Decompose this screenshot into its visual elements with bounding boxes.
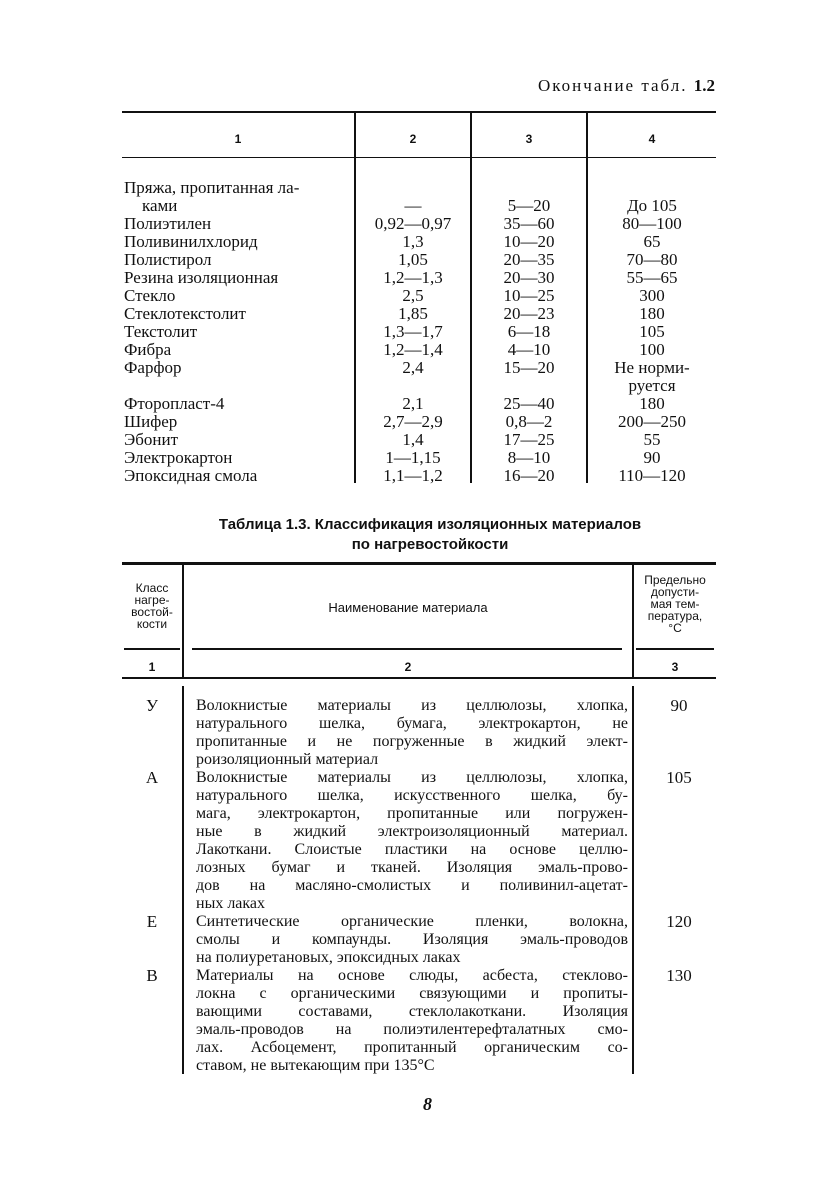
- temp-header-line: °C: [668, 621, 682, 635]
- material-description-line: локна с органическими связующими и пропиты-: [196, 985, 628, 1002]
- material-name: Резина изоляционная: [124, 268, 279, 287]
- strength-value: 6—18: [507, 322, 551, 341]
- continuation-header: [538, 76, 715, 96]
- material-description-line: Лакоткани. Слоистые пластики на основе целлю-: [196, 841, 628, 858]
- material-description-line: вающими составами, стеклолакоткани. Изоляция: [196, 1003, 628, 1020]
- density-value: 1,05: [398, 250, 428, 269]
- strength-value: 10—20: [503, 232, 555, 251]
- material-name: Полистирол: [124, 250, 212, 269]
- density-value: 1,85: [398, 304, 428, 323]
- temperature-value: 65: [643, 232, 661, 251]
- material-description-line: мага, электрокартон, пропитанные или погружен-: [196, 805, 628, 822]
- max-temperature: 105: [666, 768, 692, 787]
- strength-value: 20—35: [503, 250, 555, 269]
- temperature-value: 180: [639, 394, 665, 413]
- temperature-value: 110—120: [618, 466, 686, 485]
- temperature-value: 90: [643, 448, 661, 467]
- temperature-value: 55: [643, 430, 661, 449]
- table2-top-rule: [122, 562, 716, 565]
- temp-header-line: допусти-: [650, 585, 700, 599]
- material-name: Электрокартон: [124, 448, 233, 467]
- strength-value: 5—20: [507, 196, 551, 215]
- page-number: 8: [423, 1094, 432, 1114]
- density-value: 1,2—1,4: [383, 340, 443, 359]
- heat-class: В: [146, 966, 158, 985]
- material-name: Пряжа, пропитанная ла-: [124, 178, 300, 197]
- temperature-value: 200—250: [618, 412, 686, 431]
- table1-col-header: 1: [234, 132, 242, 146]
- max-temperature: 130: [666, 966, 692, 985]
- table2-divider: [182, 686, 184, 1074]
- density-value: 2,7—2,9: [383, 412, 443, 431]
- material-name: Фибра: [124, 340, 172, 359]
- density-value: —: [404, 196, 422, 215]
- temperature-value: 80—100: [622, 214, 682, 233]
- material-name: Стеклотекстолит: [124, 304, 246, 323]
- material-description-line: ных лаках: [196, 895, 266, 912]
- strength-value: 17—25: [503, 430, 555, 449]
- strength-value: 15—20: [503, 358, 555, 377]
- temperature-value: 300: [639, 286, 665, 305]
- material-header: Наименование материала: [328, 600, 488, 615]
- header-rule: [124, 648, 180, 650]
- temp-header-line: мая тем-: [650, 597, 700, 611]
- continuation-label: Окончание табл.: [538, 76, 688, 95]
- density-value: 1,3—1,7: [383, 322, 443, 341]
- material-name: Текстолит: [124, 322, 198, 341]
- temperature-value: До 105: [627, 196, 677, 215]
- max-temperature: 90: [670, 696, 688, 715]
- header-rule: [636, 648, 714, 650]
- strength-value: 20—23: [503, 304, 555, 323]
- material-name: Эбонит: [124, 430, 178, 449]
- material-name: Стекло: [124, 286, 176, 305]
- strength-value: 20—30: [503, 268, 555, 287]
- material-name: Полиэтилен: [124, 214, 212, 233]
- density-value: 2,5: [402, 286, 424, 305]
- title-line: Таблица 1.3. Классификация изоляционных материалов: [218, 516, 642, 533]
- material-description-line: Волокнистые материалы из целлюлозы, хлопка,: [196, 697, 628, 714]
- class-header-line: востой-: [131, 605, 173, 619]
- col-number: 3: [671, 660, 679, 674]
- heat-class: У: [145, 696, 159, 715]
- title-line: по нагревостойкости: [351, 536, 509, 553]
- material-description-line: натурального шелка, бумага, электрокартон, не: [196, 715, 628, 732]
- heat-class: А: [145, 768, 159, 787]
- material-description-line: натурального шелка, искусственного шелка, бу-: [196, 787, 628, 804]
- temperature-value: 180: [639, 304, 665, 323]
- table1-col-header: 4: [648, 132, 656, 146]
- material-description-line: Материалы на основе слюды, асбеста, стеклово-: [196, 967, 628, 984]
- temperature-value: руется: [628, 376, 676, 395]
- density-value: 1,3: [402, 232, 424, 251]
- material-name: Фарфор: [124, 358, 182, 377]
- material-description-line: Волокнистые материалы из целлюлозы, хлопка,: [196, 769, 628, 786]
- temperature-value: 55—65: [626, 268, 678, 287]
- col-number: 2: [404, 660, 412, 674]
- material-description-line: пропитанные и не погруженные в жидкий элект-: [196, 733, 628, 750]
- density-value: 1,1—1,2: [383, 466, 443, 485]
- density-value: 1,4: [402, 430, 424, 449]
- material-name: Шифер: [124, 412, 178, 431]
- material-description-line: Синтетические органические пленки, волокна,: [196, 913, 628, 930]
- material-description-line: эмаль-проводов на полиэтилентерефталатных смо-: [196, 1021, 628, 1038]
- material-description-line: лозных бумаг и тканей. Изоляция эмаль-прово-: [196, 859, 628, 876]
- table-number: 1.2: [693, 76, 715, 95]
- material-description-line: смолы и компаунды. Изоляция эмаль-проводов: [196, 931, 628, 948]
- strength-value: 0,8—2: [505, 412, 553, 431]
- strength-value: 10—25: [503, 286, 555, 305]
- material-name: Поливинилхлорид: [124, 232, 258, 251]
- header-rule: [192, 648, 622, 650]
- strength-value: 16—20: [503, 466, 555, 485]
- temp-header: [634, 574, 716, 634]
- table2-divider: [632, 686, 634, 1074]
- col-number: 1: [148, 660, 156, 674]
- material-description-line: ные в жидкий электроизоляционный материал.: [196, 823, 628, 840]
- table2-header-bottom-rule: [122, 677, 716, 679]
- strength-value: 8—10: [507, 448, 551, 467]
- temp-header-line: Предельно: [644, 573, 706, 587]
- material-description-line: роизоляционный материал: [196, 751, 379, 768]
- table2-title: [0, 515, 840, 555]
- temperature-value: 105: [639, 322, 665, 341]
- density-value: 1—1,15: [385, 448, 441, 467]
- material-description-line: на полиуретановых, эпоксидных лаках: [196, 949, 461, 966]
- heat-class: Е: [146, 912, 158, 931]
- material-name: Фторопласт-4: [124, 394, 225, 413]
- density-value: 0,92—0,97: [374, 214, 452, 233]
- strength-value: 4—10: [507, 340, 551, 359]
- table1-col-header: 2: [409, 132, 417, 146]
- class-header-line: кости: [136, 617, 168, 631]
- temperature-value: Не норми-: [614, 358, 690, 377]
- class-header-line: нагре-: [134, 593, 170, 607]
- max-temperature: 120: [666, 912, 692, 931]
- material-name: ками: [142, 196, 178, 215]
- material-description-line: дов на масляно-смолистых и поливинил-ацетат-: [196, 877, 628, 894]
- class-header: [122, 582, 182, 630]
- table1-header-rule: [122, 157, 716, 158]
- material-description-line: лах. Асбоцемент, пропитанный органическим со-: [196, 1039, 628, 1056]
- strength-value: 35—60: [503, 214, 555, 233]
- material-name: Эпоксидная смола: [124, 466, 258, 485]
- temperature-value: 100: [639, 340, 665, 359]
- density-value: 2,4: [402, 358, 424, 377]
- class-header-line: Класс: [135, 581, 169, 595]
- density-value: 1,2—1,3: [383, 268, 443, 287]
- temperature-value: 70—80: [626, 250, 678, 269]
- table1-col-header: 3: [525, 132, 533, 146]
- material-description-line: ставом, не вытекающим при 135°C: [196, 1057, 435, 1074]
- temp-header-line: пература,: [647, 609, 703, 623]
- table1-top-rule: [122, 111, 716, 113]
- strength-value: 25—40: [503, 394, 555, 413]
- density-value: 2,1: [402, 394, 424, 413]
